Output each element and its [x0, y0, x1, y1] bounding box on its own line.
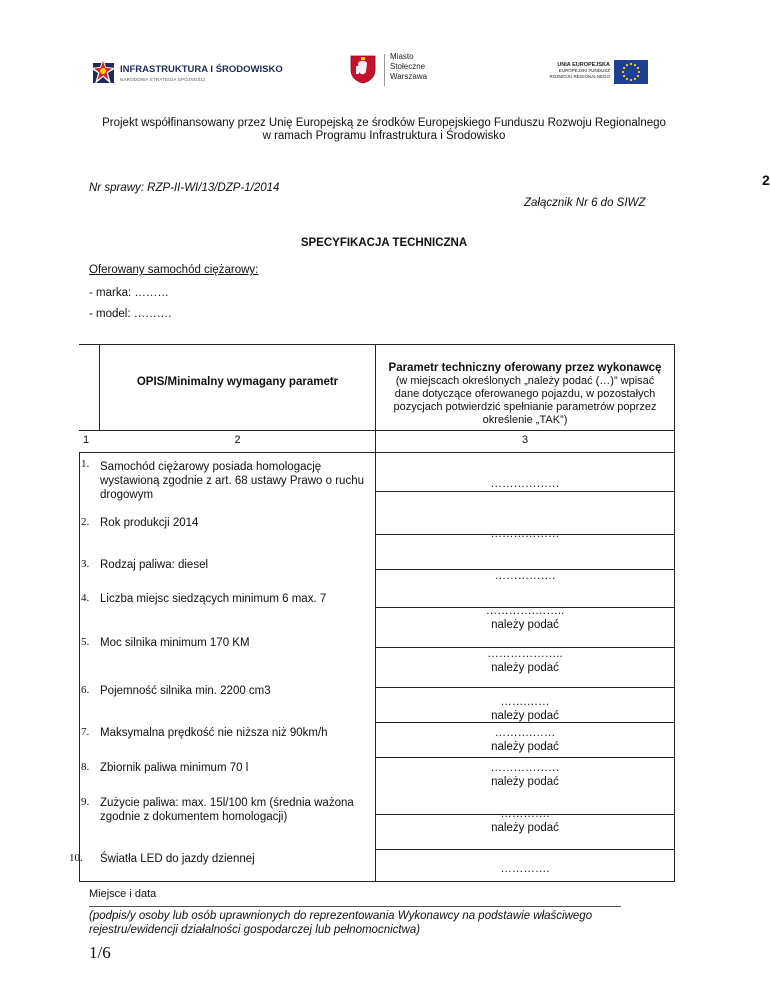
- row-description: Zużycie paliwa: max. 15l/100 km (średnia ważona zgodnie z dokumentem homologacji): [100, 797, 354, 823]
- eu-star-icon: [638, 71, 640, 73]
- eu-logo-text: UNIA EUROPEJSKA EUROPEJSKI FUNDUSZ ROZWOJU REGIONALNEGO: [549, 62, 610, 79]
- row-value-field[interactable]: ………….…….. należy podać: [485, 605, 565, 631]
- specification-table: [69, 344, 675, 882]
- table-hline-colnums: [79, 452, 675, 453]
- logo-warszawa: [350, 50, 440, 90]
- header-offered-parameter: Parametr techniczny oferowany przez wykonawcę (w miejscach określonych „należy podać (…)” wpisać dane dotyczące oferowanego pojazdu, w pozostałych pozycjach potwierdzić spełnianie parametrów poprzez określenie „TAK”): [388, 362, 662, 426]
- eu-flag-icon: [614, 60, 648, 84]
- eu-star-icon: [630, 79, 632, 81]
- row-number: 4.: [81, 592, 90, 604]
- eu-star-icon: [637, 75, 639, 77]
- row-description: Rodzaj paliwa: diesel: [100, 559, 209, 571]
- row-description: Samochód ciężarowy posiada homologację wystawioną zgodnie z art. 68 ustawy Prawo o ruchu drogowym: [100, 461, 364, 501]
- warsaw-logo-text: Miasto Stołeczne Warszawa: [390, 52, 428, 81]
- signature-note: (podpis/y osoby lub osób uprawnionych do reprezentowania Wykonawcy na podstawie właściwego rejestru/ewidencji działalności gospodarczej lub pełnomocnictwa): [89, 910, 593, 936]
- logo-infrastruktura-i-srodowisko: [90, 58, 283, 88]
- annex-label: Załącznik Nr 6 do SIWZ: [524, 197, 646, 209]
- document-title: SPECYFIKACJA TECHNICZNA: [300, 237, 468, 249]
- column-number-2: 2: [234, 434, 241, 446]
- row-description: Moc silnika minimum 170 KM: [100, 637, 250, 649]
- eu-star-icon: [634, 64, 636, 66]
- brand-field: - marka: ………: [89, 287, 169, 299]
- warsaw-crest-icon: [350, 54, 376, 84]
- table-hline-top: [79, 344, 675, 345]
- row-number: 7.: [81, 726, 90, 738]
- row-number: 5.: [81, 636, 90, 648]
- warsaw-logo-divider: [384, 54, 385, 86]
- row-value-field[interactable]: …………. należy podać: [491, 808, 559, 834]
- row-number: 1.: [81, 458, 90, 470]
- row-value-field[interactable]: ………………: [490, 528, 560, 540]
- eu-star-icon: [637, 67, 639, 69]
- table-hline-bottom: [79, 881, 675, 882]
- page-number: 1/6: [89, 943, 111, 962]
- row-value-field[interactable]: ………………: [490, 478, 560, 490]
- row-description: Zbiornik paliwa minimum 70 l: [100, 762, 249, 774]
- row-value-field[interactable]: ………….: [500, 863, 550, 875]
- table-vline-right: [674, 344, 675, 882]
- table-hline-r10: [375, 849, 675, 850]
- row-value-field[interactable]: ……….…… należy podać: [491, 727, 559, 753]
- row-number: 9.: [81, 796, 90, 808]
- row-description: Światła LED do jazdy dziennej: [100, 853, 255, 865]
- header-description: OPIS/Minimalny wymagany parametr: [136, 376, 339, 388]
- fe-logo-title: INFRASTRUKTURA I ŚRODOWISKO: [120, 64, 283, 75]
- eu-star-icon: [626, 64, 628, 66]
- fe-logo-subtitle: NARODOWA STRATEGIA SPÓJNOŚCI: [120, 77, 206, 82]
- row-value-field[interactable]: …….…… należy podać: [491, 696, 559, 722]
- fe-star-icon: [90, 58, 116, 86]
- eu-star-icon: [630, 63, 632, 65]
- offered-vehicle-label: Oferowany samochód ciężarowy:: [89, 264, 259, 276]
- table-hline-r6: [375, 687, 675, 688]
- row-description: Rok produkcji 2014: [100, 517, 199, 529]
- row-description: Maksymalna prędkość nie niższa niż 90km/h: [100, 727, 328, 739]
- table-hline-r1: [375, 491, 675, 492]
- logo-unia-europejska: [540, 60, 648, 84]
- row-number: 3.: [81, 558, 90, 570]
- table-hline-r8: [375, 757, 675, 758]
- row-number: 8.: [81, 761, 90, 773]
- eu-star-icon: [622, 71, 624, 73]
- case-number: Nr sprawy: RZP-II-WI/13/DZP-1/2014: [89, 182, 280, 194]
- row-number: 6.: [81, 684, 90, 696]
- place-and-date-label: Miejsce i data: [89, 888, 157, 900]
- table-hline-header: [79, 430, 675, 431]
- eu-star-icon: [623, 75, 625, 77]
- column-number-1: 1: [83, 434, 90, 446]
- signature-line: [89, 906, 621, 907]
- eu-star-icon: [623, 67, 625, 69]
- row-value-field[interactable]: …………….: [494, 570, 556, 582]
- row-description: Pojemność silnika min. 2200 cm3: [100, 685, 271, 697]
- column-number-3: 3: [521, 434, 529, 446]
- row-value-field[interactable]: ……………….. należy podać: [487, 648, 563, 674]
- edge-page-mark: 2: [762, 172, 770, 188]
- row-number: 2.: [81, 516, 90, 528]
- table-vline-num-body: [79, 452, 80, 882]
- row-value-field[interactable]: ……………… należy podać: [490, 762, 560, 788]
- cofinancing-statement: Projekt współfinansowany przez Unię Europejską ze środków Europejskiego Funduszu Rozwoju Regionalnego w ramach Programu Infrastruktura i Środowisko: [102, 117, 666, 142]
- row-description: Liczba miejsc siedzących minimum 6 max. 7: [100, 593, 327, 605]
- row-number: 10.: [69, 852, 83, 864]
- eu-star-icon: [626, 78, 628, 80]
- eu-star-icon: [634, 78, 636, 80]
- model-field: - model: ……….: [89, 308, 172, 320]
